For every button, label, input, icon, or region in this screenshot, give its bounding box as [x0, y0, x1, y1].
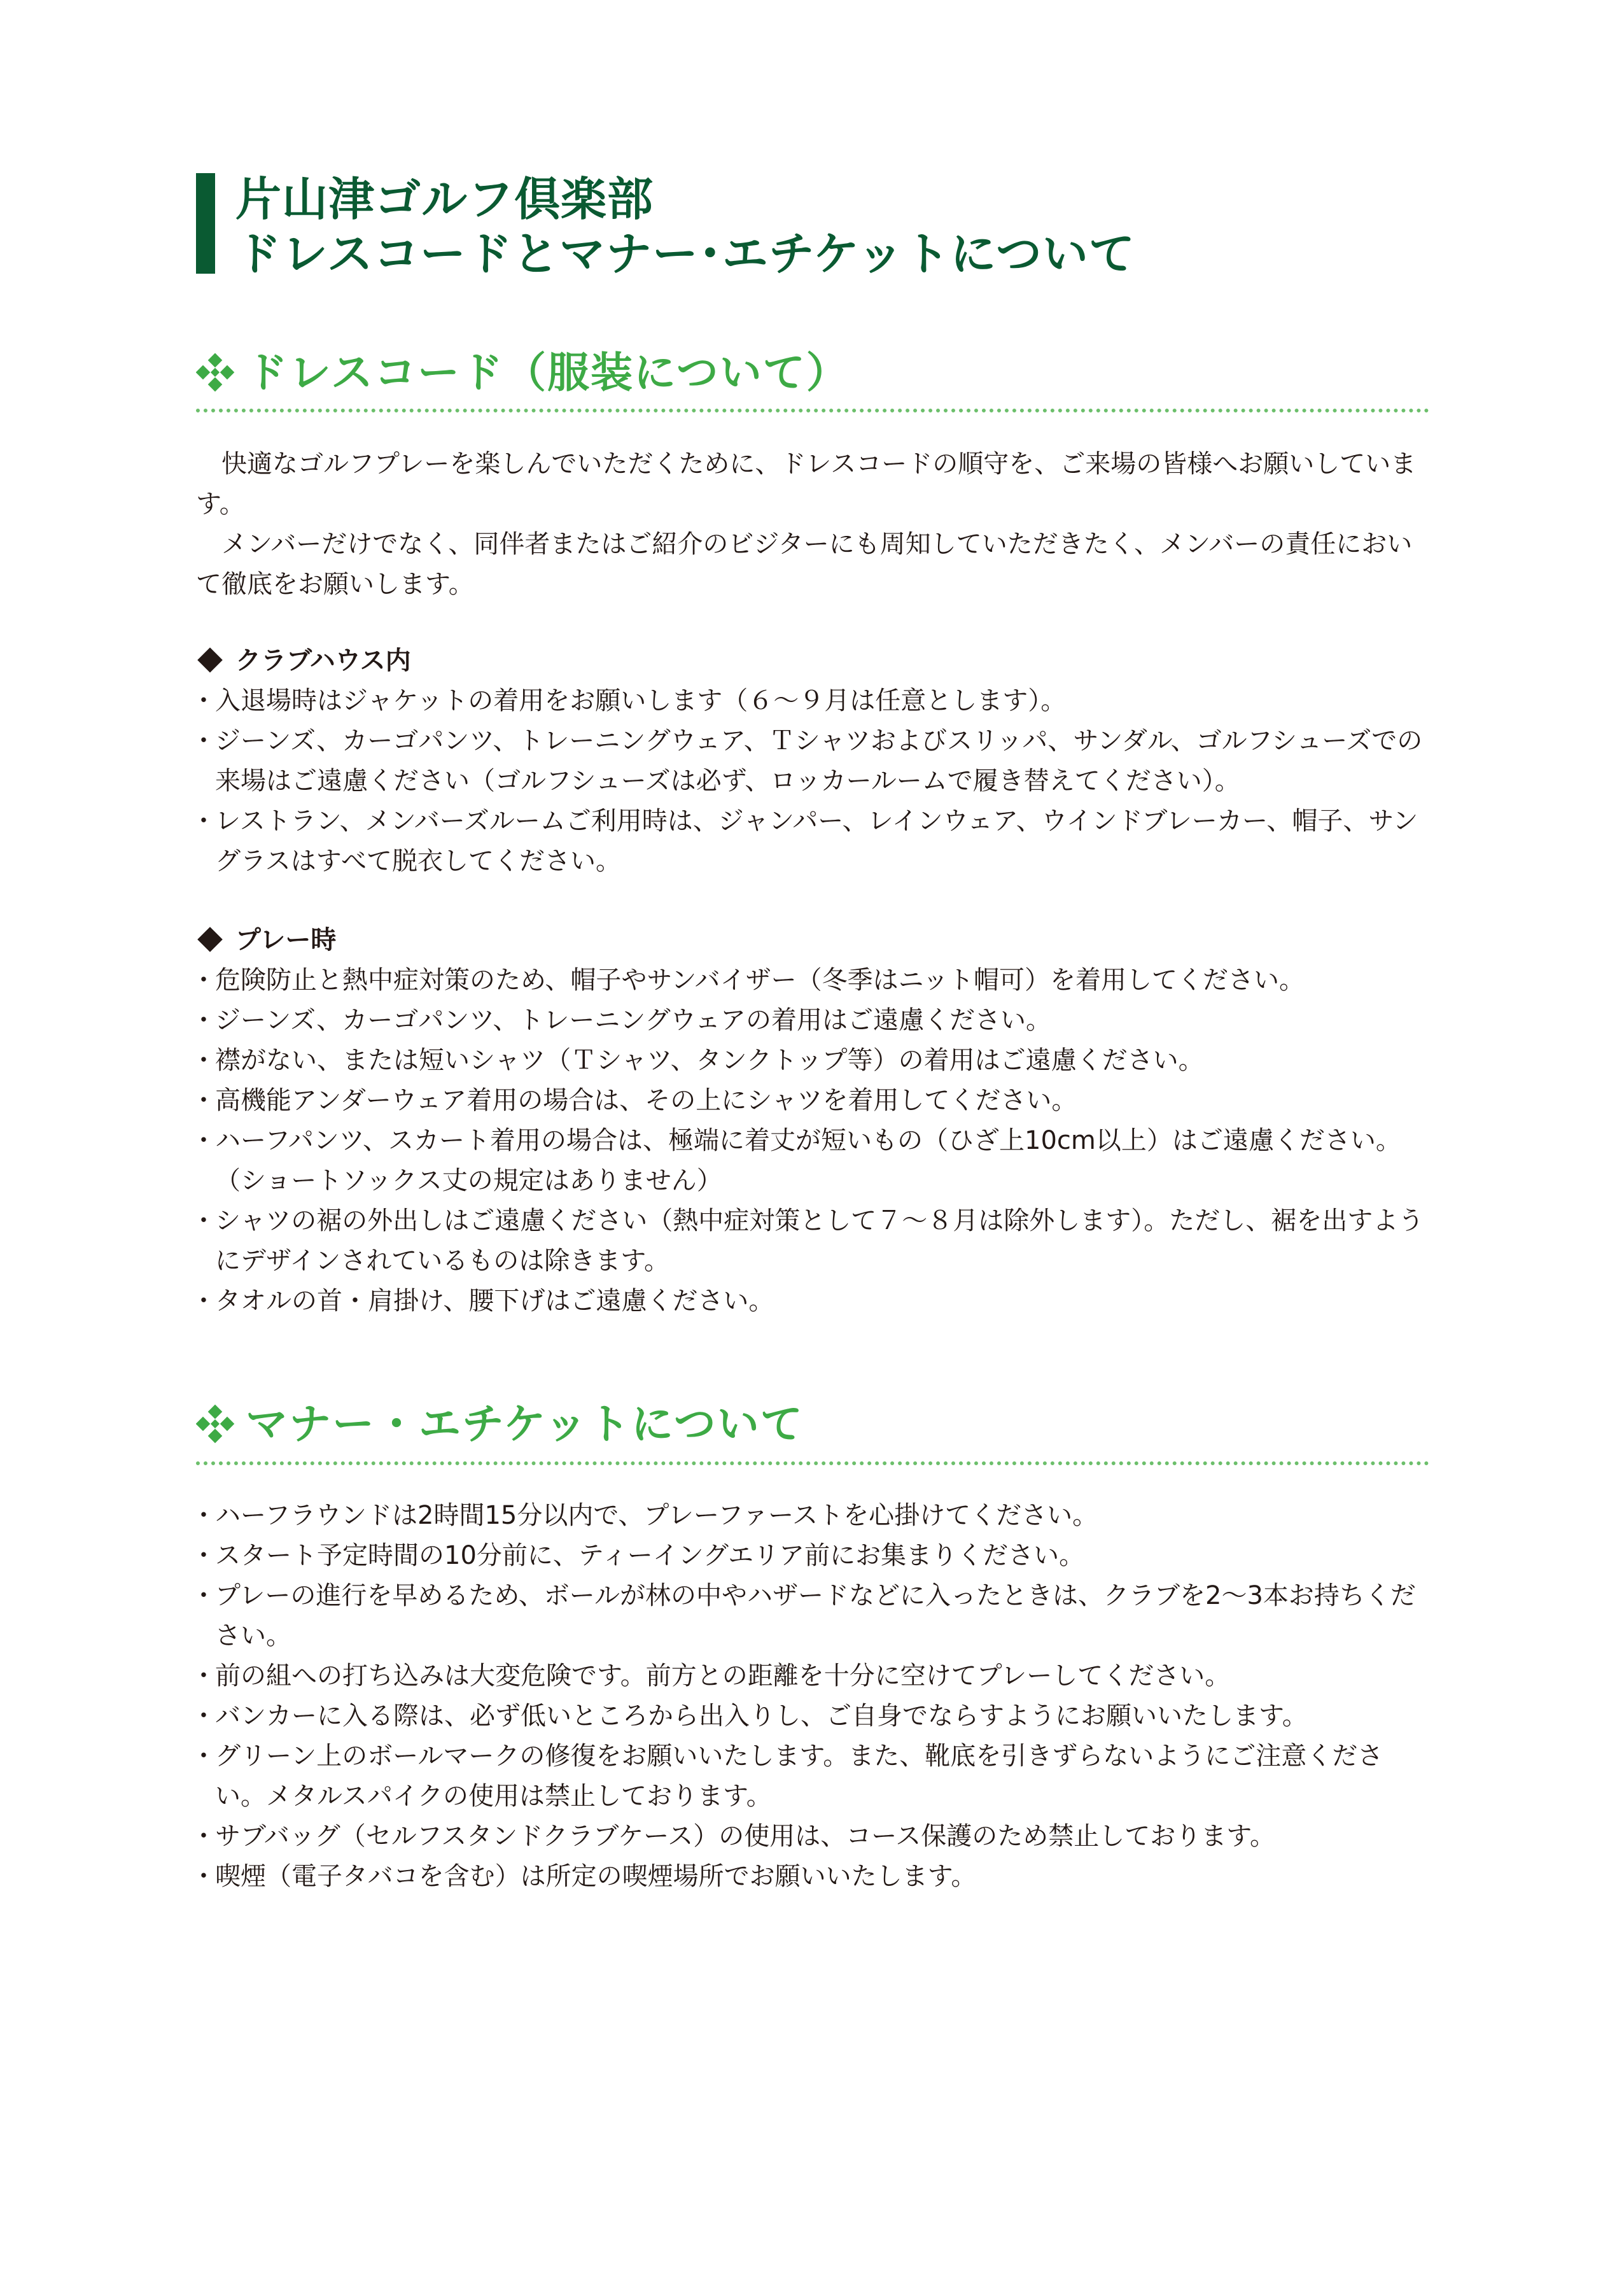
list-item: ・ グリーン上のボールマークの修復をお願いいたします。また、靴底を引きずらないようにご注意ください。メタルスパイクの使用は禁止しております。 — [196, 1736, 1431, 1817]
intro-text-2: メンバーだけでなく、同伴者またはご紹介のビジターにも周知していただきたく、メンバーの責任において徹底をお願いします。 — [196, 530, 1413, 599]
list-item: ・ スタート予定時間の10分前に、ティーイングエリア前にお集まりください。 — [196, 1536, 1431, 1576]
list-item: ・ シャツの裾の外出しはご遠慮ください（熱中症対策として７～８月は除外します）。ただし、裾を出すようにデザインされているものは除きます。 — [196, 1201, 1431, 1281]
play-heading — [196, 920, 336, 960]
section-divider — [196, 1461, 1429, 1465]
list-item: ・ 前の組への打ち込みは大変危険です。前方との距離を十分に空けてプレーしてください。 — [196, 1656, 1431, 1696]
title-accent-bar — [196, 173, 215, 274]
dress-code-intro-1 — [196, 444, 1431, 524]
clubhouse-heading — [196, 641, 411, 681]
list-item: ・ ハーフパンツ、スカート着用の場合は、極端に着丈が短いもの（ひざ上10cm以上）はご遠慮ください。（ショートソックス丈の規定はありません） — [196, 1121, 1431, 1201]
list-item: ・ サブバッグ（セルフスタンドクラブケース）の使用は、コース保護のため禁止しております。 — [196, 1817, 1431, 1857]
clubhouse-heading-label: クラブハウス内 — [235, 646, 411, 675]
clover-diamond-icon — [196, 1404, 235, 1444]
list-item: ・ ジーンズ、カーゴパンツ、トレーニングウェア、Ｔシャツおよびスリッパ、サンダル、ゴルフシューズでの来場はご遠慮ください（ゴルフシューズは必ず、ロッカールームで履き替えてください）。 — [196, 721, 1431, 801]
manners-title: マナー・エチケットについて — [246, 1400, 804, 1449]
dress-code-intro-2 — [196, 524, 1431, 605]
dress-code-title: ドレスコード（服装について） — [246, 348, 850, 397]
title-line-1: 片山津ゴルフ倶楽部 — [235, 172, 654, 226]
list-item: ・ ハーフラウンドは2時間15分以内で、プレーファーストを心掛けてください。 — [196, 1496, 1431, 1536]
title-text — [235, 172, 1135, 281]
play-rules — [196, 960, 1431, 1321]
list-item: ・ バンカーに入る際は、必ず低いところから出入りし、ご自身でならすようにお願いいたします。 — [196, 1696, 1431, 1736]
list-item: ・ タオルの首・肩掛け、腰下げはご遠慮ください。 — [196, 1281, 1431, 1321]
list-item: ・ レストラン、メンバーズルームご利用時は、ジャンパー、レインウェア、ウインドブレーカー、帽子、サングラスはすべて脱衣してください。 — [196, 801, 1431, 882]
list-item: ・ 高機能アンダーウェア着用の場合は、その上にシャツを着用してください。 — [196, 1081, 1431, 1121]
list-item: ・ 危険防止と熱中症対策のため、帽子やサンバイザー（冬季はニット帽可）を着用してください。 — [196, 960, 1431, 1001]
diamond-bullet-icon — [197, 647, 223, 673]
list-item: ・ プレーの進行を早めるため、ボールが林の中やハザードなどに入ったときは、クラブを2～3本お持ちください。 — [196, 1576, 1431, 1656]
clover-diamond-icon — [196, 353, 235, 392]
clubhouse-rules — [196, 681, 1431, 882]
list-item: ・ 入退場時はジャケットの着用をお願いします（６～９月は任意とします）。 — [196, 681, 1431, 721]
intro-text-1: 快適なゴルフプレーを楽しんでいただくために、ドレスコードの順守を、ご来場の皆様へお願いしています。 — [196, 449, 1417, 519]
play-heading-label: プレー時 — [235, 925, 337, 955]
section-divider — [196, 409, 1429, 412]
manners-rules — [196, 1496, 1431, 1897]
title-line-2: ドレスコードとマナー･エチケットについて — [235, 227, 1135, 281]
list-item: ・ ジーンズ、カーゴパンツ、トレーニングウェアの着用はご遠慮ください。 — [196, 1001, 1431, 1041]
list-item: ・ 喫煙（電子タバコを含む）は所定の喫煙場所でお願いいたします。 — [196, 1857, 1431, 1897]
diamond-bullet-icon — [197, 927, 223, 952]
list-item: ・ 襟がない、または短いシャツ（Ｔシャツ、タンクトップ等）の着用はご遠慮ください。 — [196, 1041, 1431, 1081]
